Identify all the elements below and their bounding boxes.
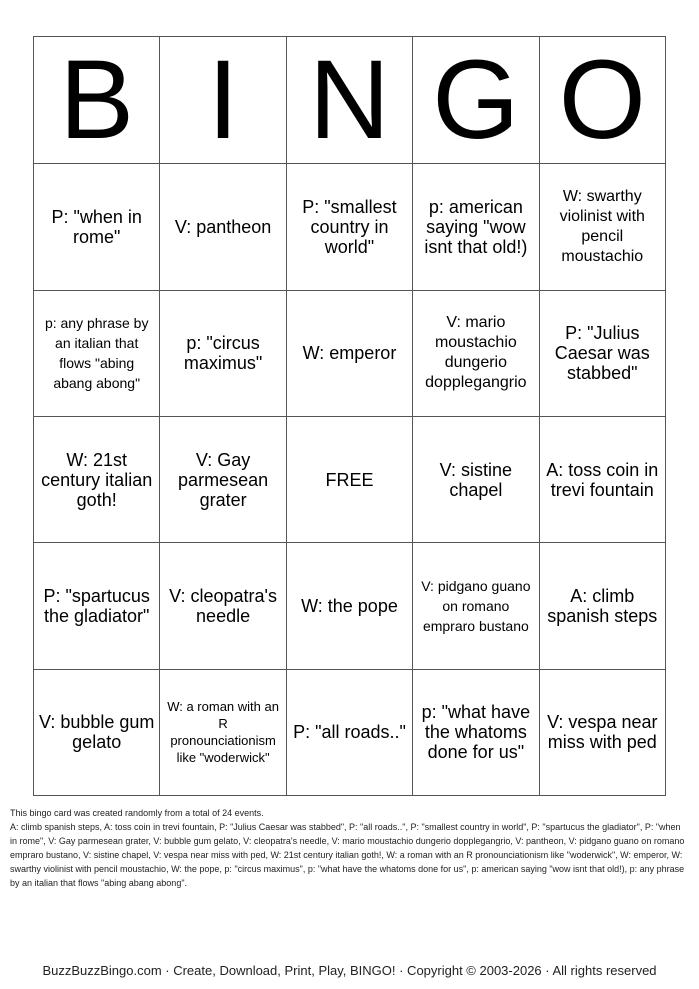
bingo-cell: V: pidgano guano on romano empraro bustano bbox=[413, 543, 539, 669]
bingo-cell: V: Gay parmesean grater bbox=[160, 416, 286, 542]
site-footer: BuzzBuzzBingo.com · Create, Download, Print, Play, BINGO! · Copyright © 2003-2026 · All rights reserved bbox=[42, 963, 657, 978]
header-letter-g: G bbox=[413, 37, 539, 164]
bingo-cell: W: swarthy violinist with pencil moustachio bbox=[539, 164, 665, 290]
bingo-cell: p: american saying "wow isnt that old!) bbox=[413, 164, 539, 290]
bingo-cell: V: bubble gum gelato bbox=[34, 669, 160, 795]
header-letter-b: B bbox=[34, 37, 160, 164]
bingo-row bbox=[34, 416, 666, 542]
bingo-cell: A: climb spanish steps bbox=[539, 543, 665, 669]
bingo-cell: V: mario moustachio dungerio dopplegangrio bbox=[413, 290, 539, 416]
bingo-cell: V: sistine chapel bbox=[413, 416, 539, 542]
bingo-cell: P: "all roads.." bbox=[286, 669, 412, 795]
bingo-cell: W: emperor bbox=[286, 290, 412, 416]
bingo-cell: p: "what have the whatoms done for us" bbox=[413, 669, 539, 795]
bingo-cell: V: pantheon bbox=[160, 164, 286, 290]
bingo-row bbox=[34, 164, 666, 290]
bingo-row bbox=[34, 543, 666, 669]
bingo-card bbox=[33, 36, 666, 796]
bingo-cell: P: "spartucus the gladiator" bbox=[34, 543, 160, 669]
bingo-row bbox=[34, 669, 666, 795]
bingo-cell: p: any phrase by an italian that flows "abing abang abong" bbox=[34, 290, 160, 416]
bingo-cell: W: a roman with an R pronounciationism like "woderwick" bbox=[160, 669, 286, 795]
bingo-cell: P: "Julius Caesar was stabbed" bbox=[539, 290, 665, 416]
bingo-cell: P: "when in rome" bbox=[34, 164, 160, 290]
bingo-cell: V: vespa near miss with ped bbox=[539, 669, 665, 795]
bingo-cell: W: the pope bbox=[286, 543, 412, 669]
header-letter-n: N bbox=[286, 37, 412, 164]
bingo-cell: p: "circus maximus" bbox=[160, 290, 286, 416]
header-row bbox=[34, 37, 666, 164]
bingo-cell: W: 21st century italian goth! bbox=[34, 416, 160, 542]
header-letter-o: O bbox=[539, 37, 665, 164]
bingo-cell: P: "smallest country in world" bbox=[286, 164, 412, 290]
free-space: FREE bbox=[286, 416, 412, 542]
card-summary: This bingo card was created randomly from a total of 24 events. bbox=[10, 808, 264, 818]
events-list: A: climb spanish steps, A: toss coin in trevi fountain, P: "Julius Caesar was stabbed", P: "all roads..", P: "smallest country in world", P: "spartucus the gladiator", P: "when in rome", V: Gay parmesean grater, V: bubble gum gelato, V: cleopatra's needle, V: mario moustachio dungerio dopplegangrio, V: pantheon, V: pidgano guano on romano empraro bustano, V: sistine chapel, V: vespa near miss with ped, W: 21st century italian goth!, W: a roman with an R pronounciationism like "woderwick", W: emperor, W: swarthy violinist with pencil moustachio, W: the pope, p: "circus maximus", p: "what have the whatoms done for us", p: american saying "wow isnt that old!), p: any phrase by an italian that flows "abing abang abong". bbox=[10, 822, 685, 888]
bingo-cell: A: toss coin in trevi fountain bbox=[539, 416, 665, 542]
bingo-cell: V: cleopatra's needle bbox=[160, 543, 286, 669]
card-description bbox=[10, 806, 689, 890]
header-letter-i: I bbox=[160, 37, 286, 164]
bingo-row bbox=[34, 290, 666, 416]
